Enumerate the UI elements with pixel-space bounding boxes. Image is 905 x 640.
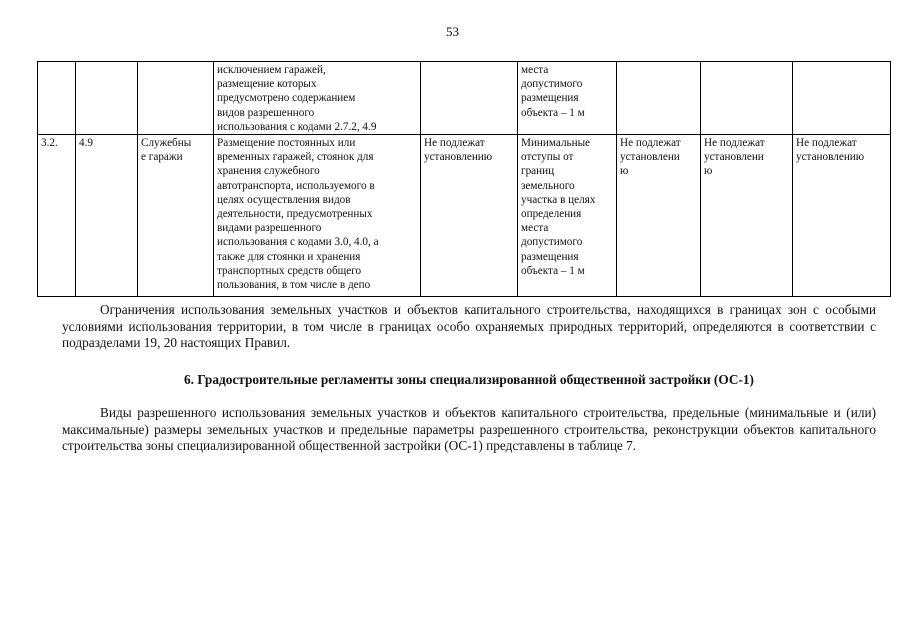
table-cell <box>421 62 518 135</box>
table-cell: 3.2. <box>38 135 76 297</box>
table-cell: Не подлежат установлению <box>421 135 518 297</box>
table-cell: Служебны е гаражи <box>138 135 214 297</box>
table-cell: Не подлежат установлению <box>793 135 891 297</box>
table-cell: 4.9 <box>76 135 138 297</box>
table-row <box>38 62 891 135</box>
table-cell: Размещение постоянных или временных гаражей, стоянок для хранения служебного автотранспорта, используемого в целях осуществления видов деятельности, предусмотренных видами разрешенного использования с кодами 3.0, 4.0, а также для стоянки и хранения транспортных средств общего пользования, в том числе в депо <box>214 135 421 297</box>
restrictions-paragraph: Ограничения использования земельных участков и объектов капитального строительства, находящихся в границах зон с особыми условиями использования территории, в том числе в границах особо охраняемых природных территорий, определяются в соответствии с подразделами 19, 20 настоящих Правил. <box>62 302 876 350</box>
table-cell <box>793 62 891 135</box>
table-cell <box>76 62 138 135</box>
regulations-table <box>37 61 891 297</box>
table-cell <box>617 62 701 135</box>
table-cell <box>38 62 76 135</box>
table-cell: Минимальные отступы от границ земельного участка в целях определения места допустимого размещения объекта – 1 м <box>518 135 617 297</box>
table-cell: исключением гаражей, размещение которых предусмотрено содержанием видов разрешенного использования с кодами 2.7.2, 4.9 <box>214 62 421 135</box>
permitted-use-paragraph: Виды разрешенного использования земельных участков и объектов капитального строительства, предельные (минимальные и (или) максимальные) размеры земельных участков и предельные параметры разрешенного строительства, реконструкции объектов капитального строительства зоны специализированной общественной застройки (ОС-1) представлены в таблице 7. <box>62 405 876 453</box>
page-number: 53 <box>446 24 459 39</box>
table-cell: места допустимого размещения объекта – 1 м <box>518 62 617 135</box>
table-cell: Не подлежат установлени ю <box>617 135 701 297</box>
table-cell <box>701 62 793 135</box>
section-heading: 6. Градостроительные регламенты зоны специализированной общественной застройки (ОС-1) <box>184 372 754 387</box>
table-cell <box>138 62 214 135</box>
table-cell: Не подлежат установлени ю <box>701 135 793 297</box>
table-row <box>38 135 891 297</box>
